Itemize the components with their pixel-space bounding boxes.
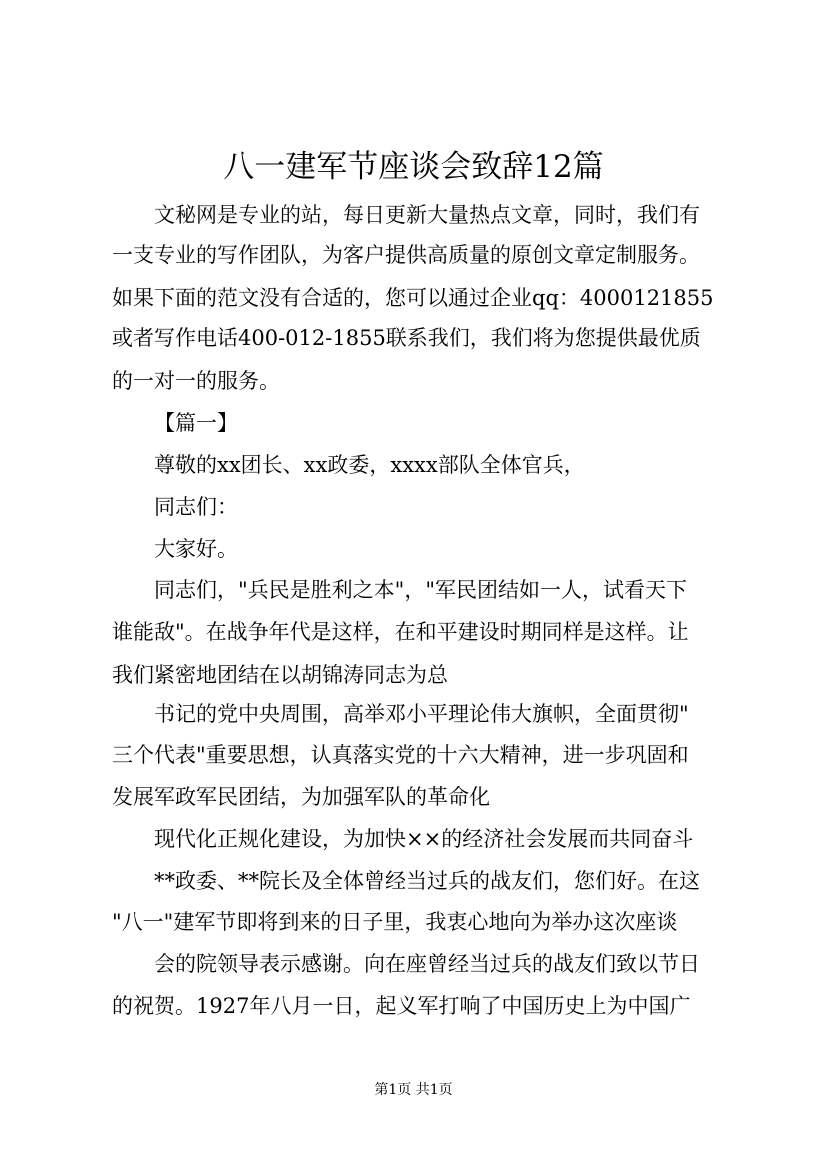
paragraph-line: 会的院领导表示感谢。向在座曾经当过兵的战友们致以节日 [154, 952, 700, 976]
salutation-line: 同志们： [154, 495, 238, 519]
greeting-line: 大家好。 [154, 537, 238, 561]
paragraph-line: 一支专业的写作团队，为客户提供高质量的原创文章定制服务。 [112, 243, 700, 267]
salutation-line: 尊敬的xx团长、xx政委，xxxx部队全体官兵， [154, 453, 585, 477]
paragraph-line: "八一"建军节即将到来的日子里，我衷心地向为举办这次座谈 [112, 910, 678, 934]
paragraph-line: **政委、**院长及全体曾经当过兵的战友们，您们好。在这 [154, 869, 700, 893]
paragraph-line: 我们紧密地团结在以胡锦涛同志为总 [112, 663, 448, 687]
section-heading: 【篇一】 [154, 411, 238, 435]
paragraph-line: 或者写作电话400-012-1855联系我们，我们将为您提供最优质 [112, 326, 701, 350]
paragraph-line: 如果下面的范文没有合适的，您可以通过企业qq：4000121855 [112, 286, 714, 310]
page-number: 第1页 共1页 [374, 1082, 453, 1098]
paragraph-line: 现代化正规化建设，为加快××的经济社会发展而共同奋斗 [154, 827, 694, 851]
paragraph-line: 的一对一的服务。 [112, 369, 280, 393]
paragraph-line: 文秘网是专业的站，每日更新大量热点文章，同时，我们有 [154, 203, 700, 227]
paragraph-line: 书记的党中央周围，高举邓小平理论伟大旗帜，全面贯彻" [154, 702, 689, 726]
paragraph-line: 三个代表"重要思想，认真落实党的十六大精神，进一步巩固和 [112, 743, 689, 767]
document-title: 八一建军节座谈会致辞12篇 [223, 149, 604, 185]
paragraph-line: 同志们，"兵民是胜利之本"，"军民团结如一人，试看天下 [154, 578, 687, 602]
paragraph-line: 的祝贺。1927年八月一日，起义军打响了中国历史上为中国广 [112, 994, 691, 1018]
paragraph-line: 发展军政军民团结，为加强军队的革命化 [112, 785, 490, 809]
paragraph-line: 谁能敌"。在战争年代是这样，在和平建设时期同样是这样。让 [112, 620, 689, 644]
